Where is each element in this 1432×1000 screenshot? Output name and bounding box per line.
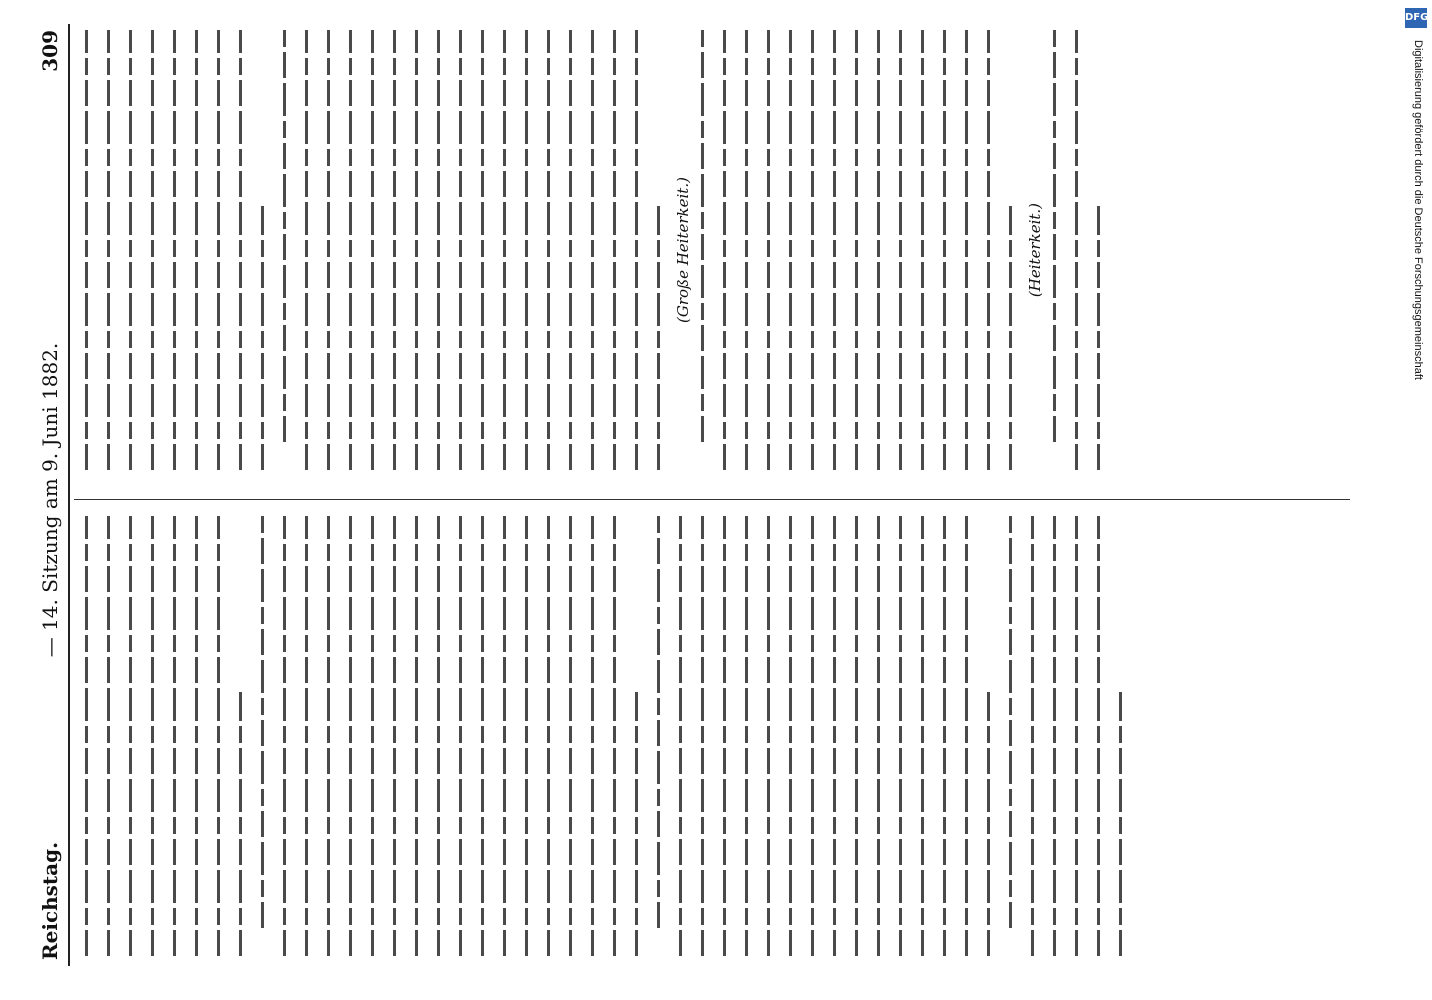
running-head: Reichstag.: [38, 841, 62, 960]
text-line: [914, 30, 936, 470]
text-line: [364, 30, 386, 470]
text-line: [584, 30, 606, 470]
text-line: [804, 516, 826, 956]
digitization-credit-text: Digitalisierung gefördert durch die Deutsche Forschungsgemeinschaft: [1412, 40, 1424, 380]
text-line: [848, 30, 870, 470]
text-line: [1024, 516, 1046, 956]
text-line: [760, 516, 782, 956]
text-line: [870, 30, 892, 470]
text-line: [188, 30, 210, 470]
text-line: [452, 516, 474, 956]
text-column-left: [78, 516, 1134, 956]
text-line: [276, 30, 298, 470]
text-line: [144, 516, 166, 956]
text-line: [1090, 30, 1112, 470]
digitization-credit: [1410, 40, 1426, 600]
text-line: [496, 30, 518, 470]
text-line: [738, 516, 760, 956]
text-line: [298, 30, 320, 470]
text-line: [518, 30, 540, 470]
text-line: [1068, 516, 1090, 956]
text-line: [892, 30, 914, 470]
text-line: [650, 30, 672, 470]
text-line: [628, 516, 650, 956]
text-line: [804, 30, 826, 470]
text-line: [562, 516, 584, 956]
text-line: [826, 516, 848, 956]
text-line: [408, 516, 430, 956]
text-line: [518, 516, 540, 956]
text-line: [78, 30, 100, 470]
text-line: [1002, 30, 1024, 470]
text-line: [628, 30, 650, 470]
text-line: [870, 516, 892, 956]
text-line: [342, 30, 364, 470]
dfg-logo: DFG: [1405, 8, 1427, 28]
text-line: [386, 516, 408, 956]
text-line: [474, 516, 496, 956]
text-line: [1090, 516, 1112, 956]
text-line: [892, 516, 914, 956]
text-line: [606, 30, 628, 470]
text-line: [672, 516, 694, 956]
text-line: [540, 516, 562, 956]
text-line: [78, 516, 100, 956]
text-line: [540, 30, 562, 470]
laughter-note-1: (Große Heiterkeit.): [674, 177, 692, 323]
text-line: [298, 516, 320, 956]
text-line: [716, 516, 738, 956]
header-rule: [68, 24, 70, 966]
laughter-note-2: (Heiterkeit.): [1026, 202, 1044, 298]
text-line: [958, 30, 980, 470]
text-column-right: [78, 30, 1112, 470]
text-line: [936, 516, 958, 956]
text-line: [606, 516, 628, 956]
text-line: [320, 516, 342, 956]
text-line: [980, 516, 1002, 956]
text-line: [144, 30, 166, 470]
text-line: [474, 30, 496, 470]
text-line: [166, 516, 188, 956]
text-line: [1002, 516, 1024, 956]
text-line: [364, 516, 386, 956]
text-line: [100, 516, 122, 956]
text-line: [430, 30, 452, 470]
text-line: [496, 516, 518, 956]
text-line: [452, 30, 474, 470]
text-line: [254, 30, 276, 470]
text-line: [782, 516, 804, 956]
text-line: [276, 516, 298, 956]
text-line: [782, 30, 804, 470]
text-line: [826, 30, 848, 470]
text-line: [430, 516, 452, 956]
text-line: [122, 516, 144, 956]
text-line: [166, 30, 188, 470]
text-line: [254, 516, 276, 956]
text-line: [1112, 516, 1134, 956]
text-line: [232, 516, 254, 956]
text-line: [716, 30, 738, 470]
column-divider: [74, 499, 1350, 500]
text-line: [980, 30, 1002, 470]
page-number: 309: [38, 30, 62, 72]
text-line: [760, 30, 782, 470]
text-line: [694, 516, 716, 956]
text-line: [650, 516, 672, 956]
text-line: [584, 516, 606, 956]
text-line: [914, 516, 936, 956]
text-line: [210, 30, 232, 470]
text-line: [100, 30, 122, 470]
text-line: [1068, 30, 1090, 470]
text-line: [408, 30, 430, 470]
text-line: [958, 516, 980, 956]
text-line: [210, 516, 232, 956]
text-line: [562, 30, 584, 470]
text-line: [320, 30, 342, 470]
text-line: [232, 30, 254, 470]
text-line: [1046, 516, 1068, 956]
text-line: [122, 30, 144, 470]
text-line: [936, 30, 958, 470]
text-line: [386, 30, 408, 470]
text-line: [694, 30, 716, 470]
text-line: [1046, 30, 1068, 470]
text-line: [342, 516, 364, 956]
text-line: [188, 516, 210, 956]
text-line: [738, 30, 760, 470]
text-line: [848, 516, 870, 956]
session-title: — 14. Sitzung am 9. Juni 1882.: [38, 342, 62, 658]
